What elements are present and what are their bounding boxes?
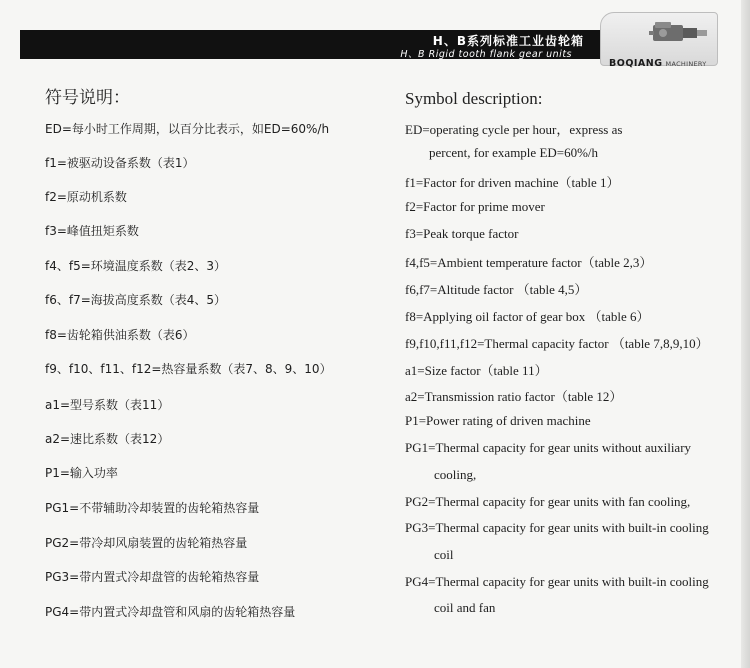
cn-line-f1: f1=被驱动设备系数（表1） bbox=[45, 156, 195, 170]
cn-line-f6f7: f6、f7=海拔高度系数（表4、5） bbox=[45, 293, 227, 307]
en-line-ed: ED=operating cycle per hour，express as bbox=[405, 122, 623, 137]
cn-line-f8: f8=齿轮箱供油系数（表6） bbox=[45, 328, 195, 342]
page-edge bbox=[741, 0, 750, 668]
en-line-pg3-cont: coil bbox=[434, 547, 454, 562]
en-line-f4f5: f4,f5=Ambient temperature factor（table 2,3） bbox=[405, 255, 653, 270]
en-line-p1: P1=Power rating of driven machine bbox=[405, 413, 591, 428]
en-line-f1: f1=Factor for driven machine（table 1） bbox=[405, 175, 620, 190]
cn-line-f9-f12: f9、f10、f11、f12=热容量系数（表7、8、9、10） bbox=[45, 362, 332, 376]
en-line-pg1-cont: cooling, bbox=[434, 467, 477, 482]
cn-line-a1: a1=型号系数（表11） bbox=[45, 398, 170, 412]
gearbox-icon bbox=[649, 19, 709, 45]
en-line-a2: a2=Transmission ratio factor（table 12） bbox=[405, 389, 623, 404]
cn-line-ed: ED=每小时工作周期，以百分比表示，如ED=60%/h bbox=[45, 122, 330, 136]
cn-line-p1: P1=输入功率 bbox=[45, 466, 118, 480]
en-line-f8: f8=Applying oil factor of gear box （table 6） bbox=[405, 309, 650, 324]
brand-logo bbox=[600, 12, 718, 69]
brand-name: BOQIANG bbox=[609, 58, 663, 69]
en-line-pg3: PG3=Thermal capacity for gear units with built-in cooling bbox=[405, 520, 709, 535]
cn-line-f2: f2=原动机系数 bbox=[45, 190, 127, 204]
header-title-cn: H、B系列标准工业齿轮箱 bbox=[432, 34, 584, 48]
cn-line-a2: a2=速比系数（表12） bbox=[45, 432, 170, 446]
en-line-pg1: PG1=Thermal capacity for gear units without auxiliary bbox=[405, 440, 692, 455]
en-line-pg4-cont: coil and fan bbox=[434, 600, 496, 615]
en-line-ed-cont: percent, for example ED=60%/h bbox=[429, 145, 599, 160]
en-line-pg4: PG4=Thermal capacity for gear units with built-in cooling bbox=[405, 574, 709, 589]
en-line-f3: f3=Peak torque factor bbox=[405, 226, 519, 241]
right-section-title: Symbol description: bbox=[405, 89, 543, 108]
header-bar bbox=[20, 30, 622, 59]
header-title-en: H、B Rigid tooth flank gear units bbox=[400, 49, 572, 60]
cn-line-f3: f3=峰值扭矩系数 bbox=[45, 224, 139, 238]
cn-line-pg4: PG4=带内置式冷却盘管和风扇的齿轮箱热容量 bbox=[45, 605, 296, 619]
en-line-f2: f2=Factor for prime mover bbox=[405, 199, 545, 214]
left-section-title: 符号说明： bbox=[45, 88, 130, 108]
cn-line-pg3: PG3=带内置式冷却盘管的齿轮箱热容量 bbox=[45, 570, 260, 584]
cn-line-pg1: PG1=不带辅助冷却装置的齿轮箱热容量 bbox=[45, 501, 260, 515]
en-line-f9-f12: f9,f10,f11,f12=Thermal capacity factor （table 7,8,9,10） bbox=[405, 336, 709, 351]
en-line-a1: a1=Size factor（table 11） bbox=[405, 363, 548, 378]
cn-line-f4f5: f4、f5=环境温度系数（表2、3） bbox=[45, 259, 227, 273]
brand-subtitle: MACHINERY bbox=[665, 60, 707, 68]
cn-line-pg2: PG2=带冷却风扇装置的齿轮箱热容量 bbox=[45, 536, 248, 550]
en-line-f6f7: f6,f7=Altitude factor （table 4,5） bbox=[405, 282, 588, 297]
en-line-pg2: PG2=Thermal capacity for gear units with fan cooling, bbox=[405, 494, 691, 509]
